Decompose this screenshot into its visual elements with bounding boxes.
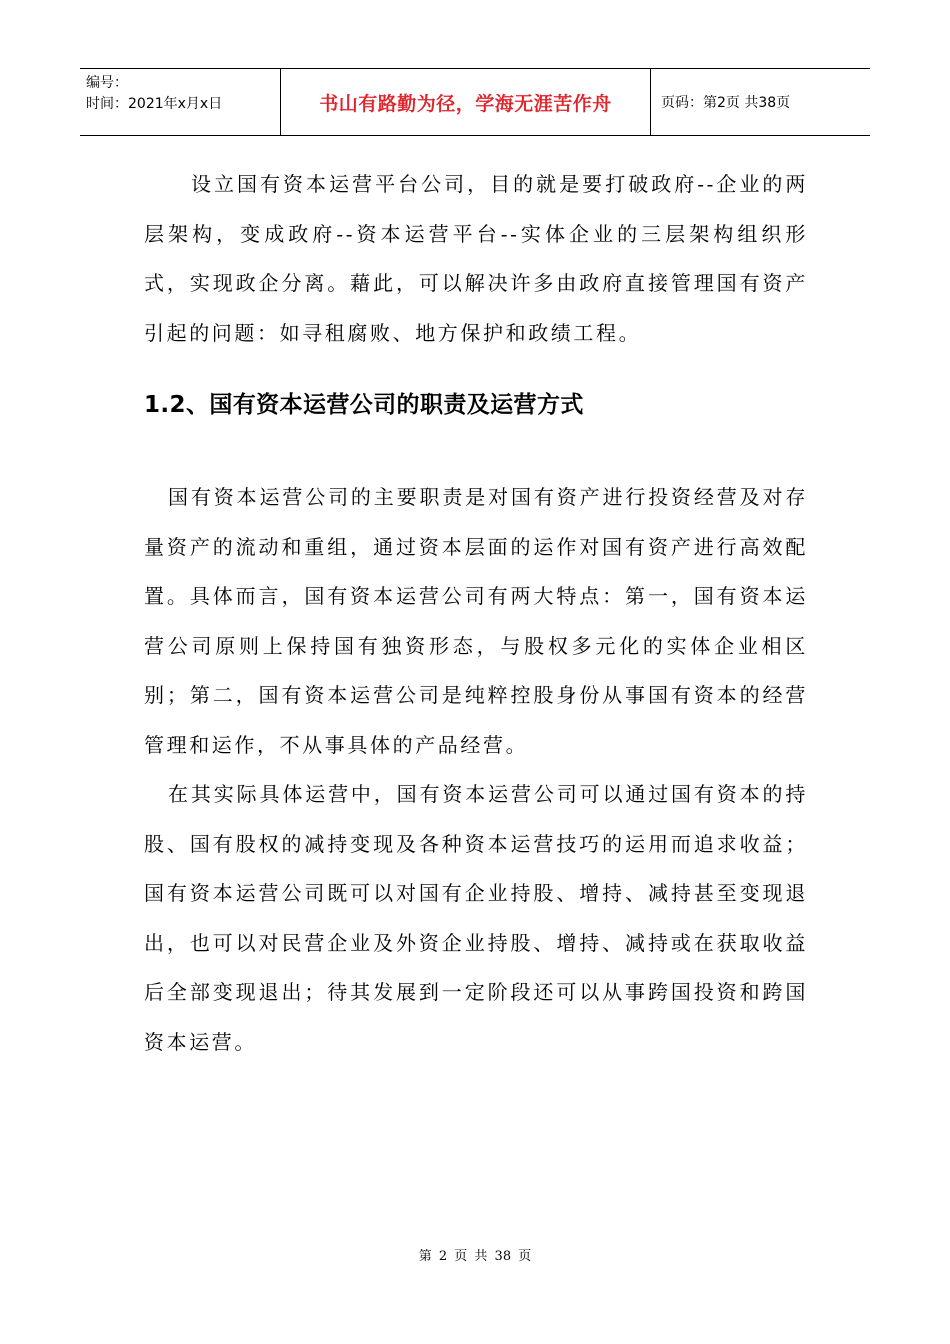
body-paragraph-2: 在其实际具体运营中，国有资本运营公司可以通过国有资本的持股、国有股权的减持变现及各种资本运营技巧的运用而追求收益；国有资本运营公司既可以对国有企业持股、增持、减持甚至变现退出，也可以对民营企业及外资企业持股、增持、减持或在获取收益后全部变现退出；待其发展到一定阶段还可以从事跨国投资和跨国资本运营。: [144, 782, 808, 1054]
document-code-label: 编号：: [86, 75, 128, 91]
header-meta: [80, 69, 281, 135]
document-date: 时间：2021年x月x日: [86, 96, 223, 112]
page-footer: 第 2 页 共 38 页: [418, 1249, 532, 1264]
main-section: [144, 473, 808, 1067]
header-motto: 书山有路勤为径，学海无涯苦作舟: [281, 69, 651, 135]
header-page-info: 页码：第2页 共38页: [661, 95, 791, 111]
intro-paragraph: 设立国有资本运营平台公司，目的就是要打破政府--企业的两层架构，变成政府--资本运营平台--实体企业的三层架构组织形式，实现政企分离。藉此，可以解决许多由政府直接管理国有资产引起的问题：如寻租腐败、地方保护和政绩工程。: [144, 172, 808, 345]
intro-section: [144, 160, 808, 358]
body-paragraph-1: 国有资本运营公司的主要职责是对国有资产进行投资经营及对存量资产的流动和重组，通过资本层面的运作对国有资产进行高效配置。具体而言，国有资本运营公司有两大特点：第一，国有资本运营公司原则上保持国有独资形态，与股权多元化的实体企业相区别；第二，国有资本运营公司是纯粹控股身份从事国有资本的经营管理和运作，不从事具体的产品经营。: [144, 485, 808, 757]
page-header: [80, 68, 870, 136]
section-heading: 1.2、国有资本运营公司的职责及运营方式: [144, 392, 584, 418]
